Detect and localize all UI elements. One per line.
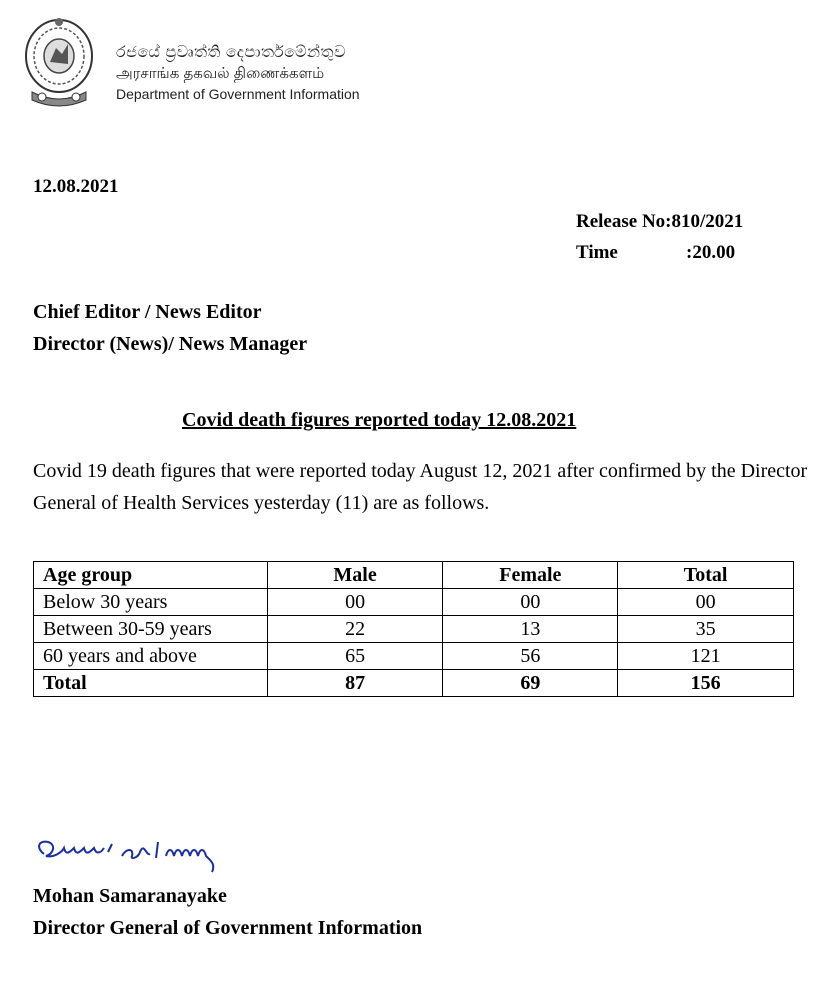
- department-name-sinhala: රජයේ ප්‍රවෘත්ති දෙපාර්තමේන්තුව: [116, 44, 347, 61]
- signatory-designation: Director General of Government Information: [33, 917, 423, 939]
- table-row: [34, 589, 794, 616]
- male-total-cell: 87: [267, 670, 443, 697]
- signatory: [33, 880, 422, 944]
- document-title: Covid death figures reported today 12.08.2021: [182, 409, 577, 431]
- table-header-row: [34, 562, 794, 589]
- header-male: Male: [267, 562, 443, 589]
- male-cell: 22: [267, 616, 443, 643]
- total-cell: 121: [618, 643, 794, 670]
- header-total: Total: [618, 562, 794, 589]
- total-label-cell: Total: [34, 670, 268, 697]
- header-female: Female: [443, 562, 618, 589]
- female-cell: 00: [443, 589, 618, 616]
- death-figures-table: [33, 561, 794, 697]
- signatory-name: Mohan Samaranayake: [33, 885, 227, 907]
- release-number-value: 810/2021: [671, 211, 744, 232]
- female-total-cell: 69: [443, 670, 618, 697]
- addressees: [33, 296, 307, 360]
- total-cell: 35: [618, 616, 794, 643]
- female-cell: 56: [443, 643, 618, 670]
- male-cell: 65: [267, 643, 443, 670]
- signature-image: [34, 834, 260, 878]
- addressee-line: Director (News)/ News Manager: [33, 333, 308, 355]
- age-group-cell: 60 years and above: [34, 643, 268, 670]
- table-row: [34, 643, 794, 670]
- age-group-cell: Below 30 years: [34, 589, 268, 616]
- release-info: [576, 206, 743, 268]
- release-time: [576, 237, 743, 268]
- document-date: 12.08.2021: [33, 176, 119, 197]
- female-cell: 13: [443, 616, 618, 643]
- release-number-label: Release No:: [576, 211, 672, 232]
- body-paragraph: Covid 19 death figures that were reported today August 12, 2021 after confirmed by the Director General of Health Services yesterday (11) are as follows.: [33, 460, 808, 514]
- release-number: [576, 206, 743, 237]
- table-row: [34, 616, 794, 643]
- release-time-label: Time: [576, 242, 618, 263]
- release-time-value: :20.00: [686, 242, 736, 263]
- department-name-tamil: அரசாங்க தகவல் திணைக்களம்: [116, 65, 325, 82]
- age-group-cell: Between 30-59 years: [34, 616, 268, 643]
- header-age-group: Age group: [34, 562, 268, 589]
- grand-total-cell: 156: [618, 670, 794, 697]
- male-cell: 00: [267, 589, 443, 616]
- department-name-english: Department of Government Information: [116, 86, 360, 102]
- total-cell: 00: [618, 589, 794, 616]
- table-total-row: [34, 670, 794, 697]
- emblem-icon: [22, 14, 96, 112]
- addressee-line: Chief Editor / News Editor: [33, 301, 262, 323]
- department-name: [116, 43, 360, 104]
